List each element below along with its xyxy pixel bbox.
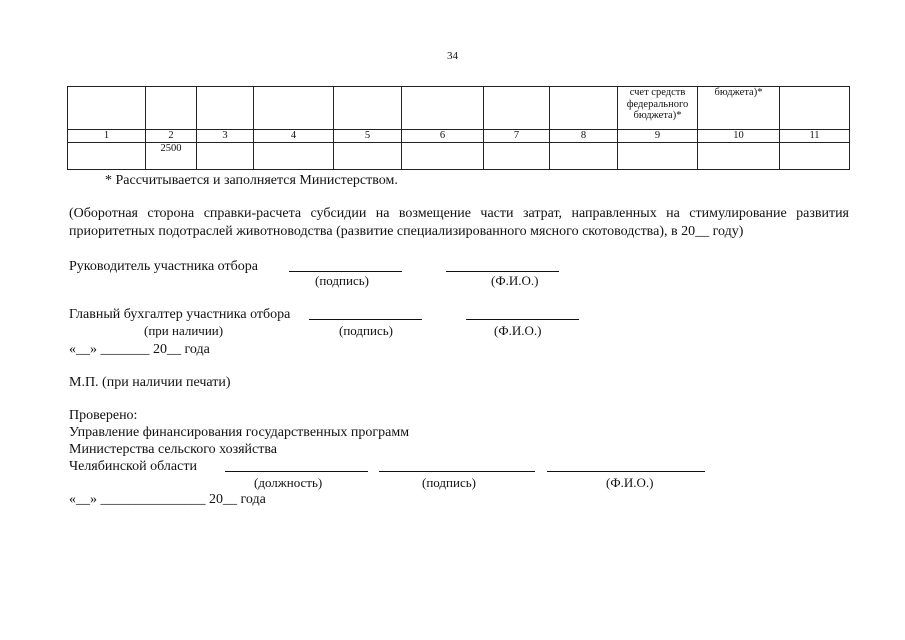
table-cell: 2500 xyxy=(146,143,197,170)
table-cell xyxy=(334,143,402,170)
table-cell xyxy=(550,143,618,170)
table-column-number: 10 xyxy=(698,130,780,143)
reverse-side-note-line-2: приоритетных подотраслей животноводства (развитие специализированного мясного скотоводства), в 20__ году) xyxy=(69,224,744,239)
table-cell xyxy=(402,143,484,170)
table-cell xyxy=(484,143,550,170)
verified-name-blank xyxy=(547,471,705,472)
table-column-number: 11 xyxy=(780,130,850,143)
verified-position-blank xyxy=(225,471,368,472)
table-column-number: 9 xyxy=(618,130,698,143)
accountant-if-any-caption: (при наличии) xyxy=(144,323,224,338)
verified-org-line-2: Министерства сельского хозяйства xyxy=(69,442,278,457)
head-signature-blank xyxy=(289,271,402,272)
head-signature-caption: (подпись) xyxy=(315,273,369,288)
verified-signature-blank xyxy=(379,471,535,472)
verified-label: Проверено: xyxy=(69,408,138,423)
table-header-cell xyxy=(197,87,254,130)
verified-org-line-1: Управление финансирования государственных программ xyxy=(69,425,410,440)
table-cell xyxy=(197,143,254,170)
reverse-side-note-line-1: (Оборотная сторона справки-расчета субсидии на возмещение части затрат, направленных на стимулирование развития xyxy=(69,206,849,221)
verified-signature-caption: (подпись) xyxy=(422,475,476,490)
table-column-number: 4 xyxy=(254,130,334,143)
table-cell xyxy=(780,143,850,170)
table-header-cell: счет средств федерального бюджета)* xyxy=(618,87,698,130)
table-column-number: 2 xyxy=(146,130,197,143)
table-header-cell xyxy=(402,87,484,130)
verified-position-caption: (должность) xyxy=(254,475,323,490)
table-cell xyxy=(618,143,698,170)
table-header-cell xyxy=(146,87,197,130)
seal-note: М.П. (при наличии печати) xyxy=(69,375,231,390)
table-cell xyxy=(698,143,780,170)
subsidy-table xyxy=(67,86,850,170)
verified-date-line: «__» _______________ 20__ года xyxy=(69,492,266,507)
table-header-cell xyxy=(334,87,402,130)
table-header-cell xyxy=(68,87,146,130)
table-column-number: 1 xyxy=(68,130,146,143)
table-column-number: 3 xyxy=(197,130,254,143)
table-column-number: 8 xyxy=(550,130,618,143)
accountant-label: Главный бухгалтер участника отбора xyxy=(69,307,291,322)
table-header-cell xyxy=(780,87,850,130)
table-header-row xyxy=(68,87,850,130)
page-number: 34 xyxy=(447,50,458,62)
accountant-name-blank xyxy=(466,319,579,320)
table-column-number: 6 xyxy=(402,130,484,143)
table-header-cell xyxy=(484,87,550,130)
head-name-blank xyxy=(446,271,559,272)
accountant-date-line: «__» _______ 20__ года xyxy=(69,342,210,357)
accountant-signature-blank xyxy=(309,319,422,320)
table-column-numbers-row xyxy=(68,130,850,143)
verified-org-line-3: Челябинской области xyxy=(69,459,197,474)
head-name-caption: (Ф.И.О.) xyxy=(491,273,539,288)
table-header-cell xyxy=(254,87,334,130)
table-column-number: 5 xyxy=(334,130,402,143)
table-header-cell xyxy=(550,87,618,130)
table-column-number: 7 xyxy=(484,130,550,143)
accountant-name-caption: (Ф.И.О.) xyxy=(494,323,542,338)
table-header-cell: бюджета)* xyxy=(698,87,780,130)
accountant-signature-caption: (подпись) xyxy=(339,323,393,338)
table-values-row xyxy=(68,143,850,170)
table-cell xyxy=(68,143,146,170)
head-label: Руководитель участника отбора xyxy=(69,259,258,274)
footnote: * Рассчитывается и заполняется Министерством. xyxy=(105,173,398,188)
verified-name-caption: (Ф.И.О.) xyxy=(606,475,654,490)
table-cell xyxy=(254,143,334,170)
